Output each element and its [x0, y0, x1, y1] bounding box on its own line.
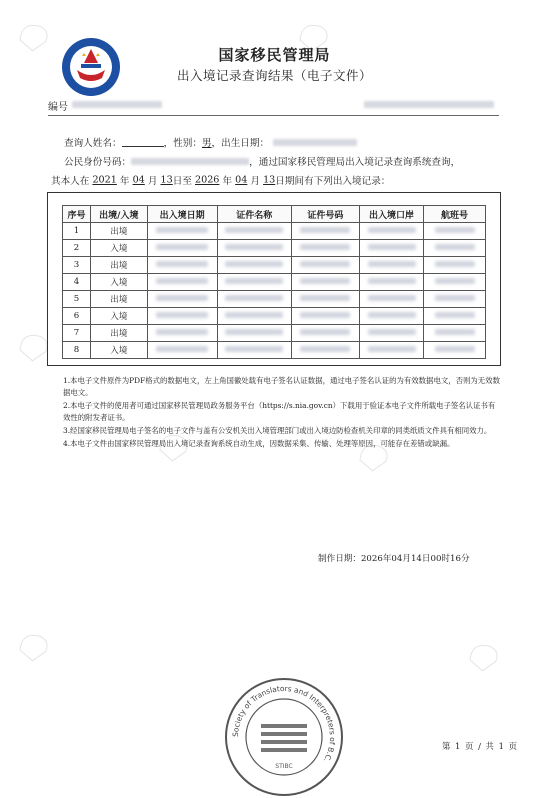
cell-redacted	[217, 325, 291, 342]
table-row	[63, 240, 486, 257]
cell-redacted	[147, 223, 217, 240]
cell-direction: 出境	[91, 257, 148, 274]
cell-redacted	[147, 240, 217, 257]
cell-redacted	[217, 257, 291, 274]
start-year: 2021	[92, 174, 117, 186]
cell-direction: 入境	[91, 342, 148, 359]
cell-no: 2	[63, 240, 91, 257]
cell-redacted	[147, 274, 217, 291]
cell-redacted	[217, 223, 291, 240]
cell-direction: 入境	[91, 308, 148, 325]
col-header-doc-name: 证件名称	[217, 206, 291, 223]
table-row	[63, 257, 486, 274]
document-title: 国家移民管理局	[218, 46, 331, 64]
id-suffix: ，通过国家移民管理局出入境记录查询系统查询，	[249, 157, 461, 168]
cell-redacted	[217, 308, 291, 325]
cell-redacted	[359, 274, 423, 291]
month-char: 月	[147, 176, 158, 187]
redacted-code	[364, 101, 494, 108]
cell-redacted	[424, 342, 486, 359]
cell-redacted	[147, 325, 217, 342]
cell-no: 5	[63, 291, 91, 308]
seal-inner-text: STIBC	[275, 763, 293, 770]
cell-no: 4	[63, 274, 91, 291]
cell-redacted	[217, 342, 291, 359]
range-prefix: 其本人在	[51, 176, 90, 187]
note-item: 4.本电子文件由国家移民管理局出入境记录查询系统自动生成，因数据采集、传输、处理等原因，可能存在差错或缺漏。	[63, 439, 455, 448]
table-row	[63, 291, 486, 308]
cell-redacted	[217, 291, 291, 308]
col-header-date: 出入境日期	[147, 206, 217, 223]
table-row	[63, 325, 486, 342]
table-row	[63, 274, 486, 291]
page-number: 第 1 页 / 共 1 页	[442, 741, 518, 751]
cell-direction: 出境	[91, 291, 148, 308]
cell-no: 7	[63, 325, 91, 342]
redacted-dob	[273, 139, 357, 146]
cell-redacted	[217, 274, 291, 291]
cell-redacted	[291, 325, 359, 342]
query-line-1	[64, 135, 357, 149]
cell-redacted	[359, 342, 423, 359]
cell-redacted	[424, 223, 486, 240]
cell-direction: 入境	[91, 240, 148, 257]
start-day: 13	[160, 174, 173, 186]
range-suffix: 日期间有下列出入境记录：	[275, 176, 391, 187]
cell-direction: 出境	[91, 223, 148, 240]
name-label: 查询人姓名：	[64, 138, 122, 149]
cell-redacted	[359, 308, 423, 325]
table-row	[63, 223, 486, 240]
end-year: 2026	[194, 174, 220, 186]
cell-redacted	[147, 308, 217, 325]
year-char: 年	[222, 176, 233, 187]
cell-redacted	[291, 342, 359, 359]
cell-no: 6	[63, 308, 91, 325]
cell-redacted	[424, 291, 486, 308]
cell-no: 3	[63, 257, 91, 274]
notes-section	[54, 375, 502, 451]
id-label: 公民身份号码：	[64, 157, 132, 168]
cell-redacted	[217, 240, 291, 257]
records-table-frame	[47, 192, 501, 366]
note-item: 1.本电子文件原件为PDF格式的数据电文，左上角国徽处载有电子签名认证数据，通过电子签名认证的为有效数据电文，否则为无效数据电文。	[63, 376, 500, 397]
table-header-row	[63, 206, 486, 223]
cell-direction: 入境	[91, 274, 148, 291]
seal-ring-text: Society of Translators and Interpreters of B.C.	[230, 683, 338, 764]
cell-redacted	[359, 257, 423, 274]
cell-redacted	[359, 240, 423, 257]
year-char: 年	[119, 176, 130, 187]
cell-redacted	[291, 291, 359, 308]
cell-redacted	[359, 325, 423, 342]
cell-redacted	[424, 274, 486, 291]
cell-redacted	[291, 223, 359, 240]
table-row	[63, 342, 486, 359]
cell-redacted	[147, 291, 217, 308]
cell-direction: 出境	[91, 325, 148, 342]
cell-no: 1	[63, 223, 91, 240]
serial-label: 编号	[48, 102, 68, 113]
document-subtitle: 出入境记录查询结果（电子文件）	[176, 68, 372, 83]
query-line-3	[51, 173, 390, 187]
redacted-serial	[72, 101, 162, 108]
col-header-port: 出入境口岸	[359, 206, 423, 223]
cell-redacted	[424, 257, 486, 274]
cell-redacted	[424, 240, 486, 257]
start-month: 04	[132, 174, 145, 186]
end-month: 04	[235, 174, 248, 186]
made-date: 制作日期：2026年04月14日00时16分	[318, 554, 470, 564]
gender-label: ，性别：	[163, 138, 202, 149]
note-item: 2.本电子文件的使用者可通过国家移民管理局政务服务平台（https://s.nia.gov.cn）下载用于验证本电子文件所载电子签名认证书有效性的附发者证书。	[63, 401, 496, 422]
cell-redacted	[147, 257, 217, 274]
cell-redacted	[291, 257, 359, 274]
note-item: 3.经国家移民管理局电子签名的电子文件与盖有公安机关出入境管理部门或出入境边防检查机关印章的同类纸质文件具有相同效力。	[63, 426, 492, 435]
end-day: 13	[263, 174, 276, 186]
gender-value: 男	[201, 138, 212, 149]
cell-no: 8	[63, 342, 91, 359]
col-header-no: 序号	[63, 206, 91, 223]
cell-redacted	[424, 325, 486, 342]
range-to: 日至	[172, 176, 192, 187]
cell-redacted	[424, 308, 486, 325]
col-header-direction: 出境/入境	[91, 206, 148, 223]
cell-redacted	[291, 240, 359, 257]
divider	[48, 115, 499, 116]
cell-redacted	[359, 291, 423, 308]
redacted-id	[131, 158, 249, 165]
cell-redacted	[147, 342, 217, 359]
month-char: 月	[250, 176, 260, 187]
col-header-flight: 航班号	[424, 206, 486, 223]
table-row	[63, 308, 486, 325]
query-line-2	[64, 154, 460, 168]
cell-redacted	[291, 308, 359, 325]
cell-redacted	[359, 223, 423, 240]
cell-redacted	[291, 274, 359, 291]
col-header-doc-no: 证件号码	[291, 206, 359, 223]
redacted-name	[122, 137, 164, 147]
records-table	[62, 205, 486, 359]
dob-label: ，出生日期：	[211, 138, 270, 149]
